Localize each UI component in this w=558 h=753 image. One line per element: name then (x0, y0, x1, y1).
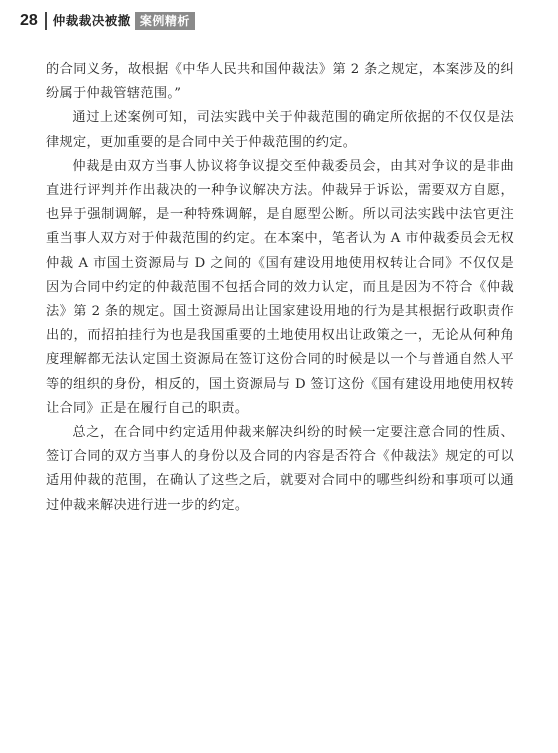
paragraph: 仲裁是由双方当事人协议将争议提交至仲裁委员会，由其对争议的是非曲直进行评判并作出裁决的一种争议解决方法。仲裁异于诉讼，需要双方自愿，也异于强制调解，是一种特殊调解，是自愿型公断。所以司法实践中法官更注重当事人双方对于仲裁范围的约定。在本案中，笔者认为 A 市仲裁委员会无权仲裁 A 市国土资源局与 D 之间的《国有建设用地使用权转让合同》不仅仅是因为合同中约定的仲裁范围不包括合同的效力认定，而且是因为不符合《仲裁法》第 2 条的规定。国土资源局出让国家建设用地的行为是其根据行政职责作出的，而招拍挂行为也是我国重要的土地使用权出让政策之一，无论从何种角度理解都无法认定国土资源局在签订这份合同的时候是以一个与普通自然人平等的组织的身份，相反的，国土资源局与 D 签订这份《国有建设用地使用权转让合同》正是在履行自己的职责。 (46, 158, 514, 416)
section-badge: 案例精析 (135, 12, 195, 30)
paragraph: 通过上述案例可知，司法实践中关于仲裁范围的确定所依据的不仅仅是法律规定，更加重要的是合同中关于仲裁范围的约定。 (46, 110, 514, 150)
header-divider (45, 12, 47, 30)
page-number: 28 (20, 12, 38, 29)
paragraph-continued: 的合同义务，故根据《中华人民共和国仲裁法》第 2 条之规定，本案涉及的纠纷属于仲裁管辖范围。” (46, 62, 514, 102)
body-text (46, 58, 514, 518)
paragraph: 总之，在合同中约定适用仲裁来解决纠纷的时候一定要注意合同的性质、签订合同的双方当事人的身份以及合同的内容是否符合《仲裁法》规定的可以适用仲裁的范围，在确认了这些之后，就要对合同中的哪些纠纷和事项可以通过仲裁来解决进行进一步的约定。 (46, 425, 514, 513)
running-header (20, 10, 195, 32)
book-title: 仲裁裁决被撤 (52, 13, 131, 28)
